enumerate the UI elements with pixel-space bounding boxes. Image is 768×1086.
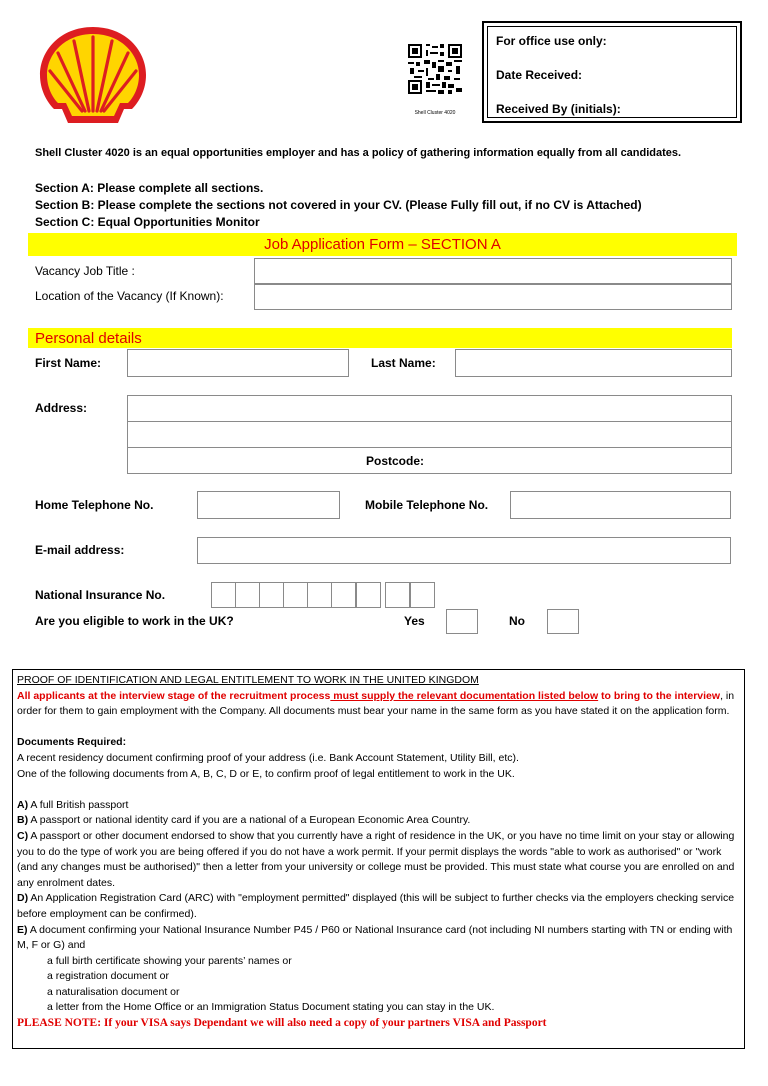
document-option-e-item: a full birth certificate showing your parents’ names or <box>47 954 292 967</box>
ni-digit-4[interactable] <box>283 582 308 608</box>
personal-details-bar <box>28 328 732 348</box>
mobile-telephone-label: Mobile Telephone No. <box>365 498 489 512</box>
qr-caption: Shell Cluster 4020 <box>414 110 456 116</box>
eligible-no-label: No <box>509 614 525 628</box>
ni-digit-8[interactable] <box>385 582 410 608</box>
first-name-field[interactable] <box>127 349 349 377</box>
section-list <box>35 180 642 231</box>
documents-required-2: One of the following documents from A, B, C, D or E, to confirm proof of legal entitlement to work in the UK. <box>17 767 515 780</box>
ni-digit-5[interactable] <box>307 582 332 608</box>
proof-of-identification-box <box>12 669 745 1049</box>
form-title-bar <box>28 233 737 256</box>
ni-digit-6[interactable] <box>331 582 356 608</box>
documents-required-1: A recent residency document confirming proof of your address (i.e. Bank Account Statement, Utility Bill, etc). <box>17 751 519 764</box>
address-line-2-field[interactable] <box>127 421 732 448</box>
last-name-field[interactable] <box>455 349 732 377</box>
ni-digit-1[interactable] <box>211 582 236 608</box>
section-c-instruction: Section C: Equal Opportunities Monitor <box>35 215 260 229</box>
document-option-e-item: a letter from the Home Office or an Immigration Status Document stating you can stay in the UK. <box>47 1001 495 1014</box>
postcode-field[interactable] <box>127 447 732 474</box>
first-name-label: First Name: <box>35 356 102 370</box>
document-option-e: E) A document confirming your National Insurance Number P45 / P60 or National Insurance card (not including NI numbers starting with TN or ending with M, F or G) and <box>17 923 733 952</box>
received-by-label: Received By (initials): <box>496 102 621 116</box>
personal-details-heading: Personal details <box>35 330 142 347</box>
email-label: E-mail address: <box>35 543 125 557</box>
document-option-d: D) An Application Registration Card (ARC) with "employment permitted" displayed (this will be subject to further checks via the employers checking service before employment can be confirmed). <box>17 892 735 920</box>
document-option-b: B) A passport or national identity card if you are a national of a European Economic Area Country. <box>17 814 471 827</box>
document-option-c: C) A passport or other document endorsed to show that you currently have a right of residence in the UK, or you have no time limit on your stay or allowing you to do the type of work you are being offered if you do not have a work permit. If your permit displays the words "able to work as authorised" or "work (and any changes must be authorised)" then a letter from your university or college must be provided. This must state what course you are enrolled on and any enrolment dates. <box>17 829 735 889</box>
documents-required-heading: Documents Required: <box>17 736 127 749</box>
date-received-label: Date Received: <box>496 68 583 82</box>
document-option-e-item: a registration document or <box>47 970 169 983</box>
ni-digit-3[interactable] <box>259 582 284 608</box>
national-insurance-label: National Insurance No. <box>35 588 166 602</box>
home-telephone-field[interactable] <box>197 491 340 519</box>
vacancy-location-field[interactable] <box>254 284 732 310</box>
vacancy-job-title-label: Vacancy Job Title : <box>35 264 135 278</box>
eligible-yes-checkbox[interactable] <box>446 609 478 634</box>
document-option-a: A) A full British passport <box>17 798 129 811</box>
proof-heading: PROOF OF IDENTIFICATION AND LEGAL ENTITLEMENT TO WORK IN THE UNITED KINGDOM <box>17 674 479 686</box>
email-field[interactable] <box>197 537 731 564</box>
qr-code-icon <box>408 44 462 94</box>
proof-intro: All applicants at the interview stage of the recruitment process must supply the relevant documentation listed below to bring to the interview, in order for them to gain employment with the Company. All documents must bear your name in the same form as you have stated it on the application form. <box>17 689 735 718</box>
ni-digit-7[interactable] <box>356 582 381 608</box>
document-option-e-item: a naturalisation document or <box>47 985 180 998</box>
last-name-label: Last Name: <box>371 356 436 370</box>
address-label: Address: <box>35 401 88 415</box>
address-line-1-field[interactable] <box>127 395 732 422</box>
shell-logo-icon <box>38 23 148 127</box>
ni-digit-9[interactable] <box>410 582 435 608</box>
office-use-box <box>482 21 742 123</box>
home-telephone-label: Home Telephone No. <box>35 498 154 512</box>
vacancy-job-title-field[interactable] <box>254 258 732 284</box>
mobile-telephone-field[interactable] <box>510 491 731 519</box>
eligible-no-checkbox[interactable] <box>547 609 579 634</box>
office-use-title: For office use only: <box>496 34 607 48</box>
visa-note: PLEASE NOTE: If your VISA says Dependant we will also need a copy of your partners VISA and Passport <box>17 1017 547 1030</box>
eligible-yes-label: Yes <box>404 614 425 628</box>
section-b-instruction: Section B: Please complete the sections not covered in your CV. (Please Fully fill out, if no CV is Attached) <box>35 198 642 212</box>
section-a-instruction: Section A: Please complete all sections. <box>35 181 264 195</box>
intro-text: Shell Cluster 4020 is an equal opportunities employer and has a policy of gathering information equally from all candidates. <box>35 147 682 159</box>
ni-digit-2[interactable] <box>235 582 260 608</box>
eligible-label: Are you eligible to work in the UK? <box>35 614 234 628</box>
postcode-label: Postcode: <box>366 454 425 468</box>
vacancy-location-label: Location of the Vacancy (If Known): <box>35 289 224 303</box>
form-title: Job Application Form – SECTION A <box>264 236 501 253</box>
